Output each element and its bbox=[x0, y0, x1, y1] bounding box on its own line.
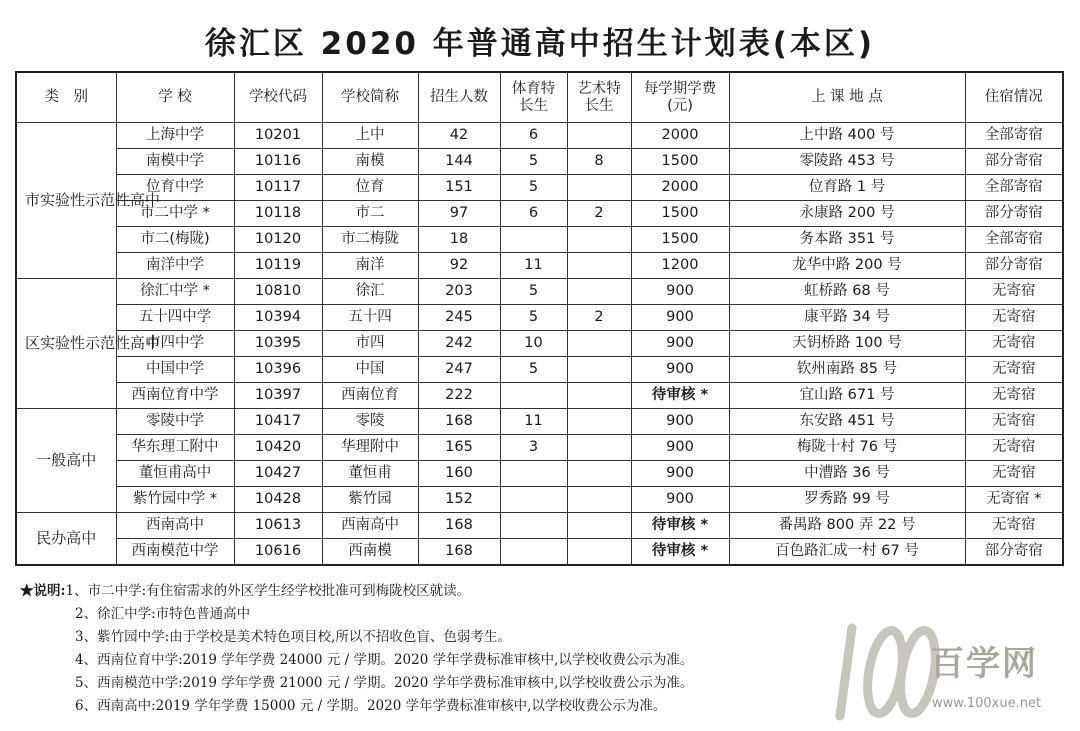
enrollment-count: 242 bbox=[418, 331, 500, 357]
school-name: 西南模范中学 bbox=[116, 539, 234, 566]
table-row bbox=[16, 383, 1063, 409]
arts-specialty bbox=[567, 357, 631, 383]
sports-specialty: 5 bbox=[500, 175, 567, 201]
class-location: 零陵路 453 号 bbox=[729, 149, 965, 175]
table-row bbox=[16, 357, 1063, 383]
school-name: 南洋中学 bbox=[116, 253, 234, 279]
class-location: 上中路 400 号 bbox=[729, 123, 965, 149]
tuition: 待审核 * bbox=[631, 513, 729, 539]
category-cell: 一般高中 bbox=[16, 409, 116, 513]
arts-specialty bbox=[567, 435, 631, 461]
enrollment-count: 18 bbox=[418, 227, 500, 253]
enrollment-count: 222 bbox=[418, 383, 500, 409]
sports-specialty: 5 bbox=[500, 305, 567, 331]
header-location: 上 课 地 点 bbox=[729, 72, 965, 123]
school-name: 中国中学 bbox=[116, 357, 234, 383]
table-row bbox=[16, 227, 1063, 253]
enrollment-count: 144 bbox=[418, 149, 500, 175]
school-code: 10810 bbox=[234, 279, 322, 305]
header-dorm: 住宿情况 bbox=[965, 72, 1063, 123]
school-code: 10397 bbox=[234, 383, 322, 409]
class-location: 梅陇十村 76 号 bbox=[729, 435, 965, 461]
table-row bbox=[16, 435, 1063, 461]
table-row bbox=[16, 253, 1063, 279]
school-short-name: 零陵 bbox=[322, 409, 418, 435]
school-name: 西南高中 bbox=[116, 513, 234, 539]
notes-section bbox=[20, 580, 693, 718]
school-name: 五十四中学 bbox=[116, 305, 234, 331]
school-name: 上海中学 bbox=[116, 123, 234, 149]
class-location: 康平路 34 号 bbox=[729, 305, 965, 331]
tuition: 2000 bbox=[631, 175, 729, 201]
note-item: 2、徐汇中学:市特色普通高中 bbox=[75, 606, 251, 622]
arts-specialty bbox=[567, 279, 631, 305]
class-location: 东安路 451 号 bbox=[729, 409, 965, 435]
school-code: 10116 bbox=[234, 149, 322, 175]
sports-specialty bbox=[500, 513, 567, 539]
table-row bbox=[16, 487, 1063, 513]
sports-specialty: 6 bbox=[500, 201, 567, 227]
arts-specialty bbox=[567, 175, 631, 201]
class-location: 龙华中路 200 号 bbox=[729, 253, 965, 279]
school-code: 10118 bbox=[234, 201, 322, 227]
dorm-status: 无寄宿 bbox=[965, 409, 1063, 435]
category-cell: 区实验性示范性高中 bbox=[16, 279, 116, 409]
tuition: 待审核 * bbox=[631, 539, 729, 566]
dorm-status: 无寄宿 bbox=[965, 279, 1063, 305]
sports-specialty bbox=[500, 227, 567, 253]
header-enrollment: 招生人数 bbox=[418, 72, 500, 123]
school-code: 10395 bbox=[234, 331, 322, 357]
school-name: 徐汇中学 * bbox=[116, 279, 234, 305]
tuition: 1200 bbox=[631, 253, 729, 279]
tuition: 900 bbox=[631, 435, 729, 461]
school-short-name: 市四 bbox=[322, 331, 418, 357]
school-code: 10613 bbox=[234, 513, 322, 539]
table-row bbox=[16, 539, 1063, 566]
arts-specialty: 2 bbox=[567, 305, 631, 331]
sports-specialty: 5 bbox=[500, 279, 567, 305]
dorm-status: 全部寄宿 bbox=[965, 123, 1063, 149]
dorm-status: 无寄宿 bbox=[965, 383, 1063, 409]
tuition: 900 bbox=[631, 461, 729, 487]
arts-specialty: 2 bbox=[567, 201, 631, 227]
arts-specialty bbox=[567, 331, 631, 357]
dorm-status: 无寄宿 bbox=[965, 461, 1063, 487]
header-sports: 体育特长生 bbox=[500, 72, 567, 123]
school-short-name: 位育 bbox=[322, 175, 418, 201]
school-name: 紫竹园中学 * bbox=[116, 487, 234, 513]
dorm-status: 无寄宿 bbox=[965, 331, 1063, 357]
school-code: 10119 bbox=[234, 253, 322, 279]
school-name: 华东理工附中 bbox=[116, 435, 234, 461]
school-code: 10117 bbox=[234, 175, 322, 201]
school-name: 西南位育中学 bbox=[116, 383, 234, 409]
class-location: 百色路汇成一村 67 号 bbox=[729, 539, 965, 566]
sports-specialty: 5 bbox=[500, 149, 567, 175]
dorm-status: 全部寄宿 bbox=[965, 227, 1063, 253]
school-name: 市二中学 * bbox=[116, 201, 234, 227]
category-cell: 市实验性示范性高中 bbox=[16, 123, 116, 279]
enrollment-count: 42 bbox=[418, 123, 500, 149]
enrollment-count: 165 bbox=[418, 435, 500, 461]
tuition: 900 bbox=[631, 305, 729, 331]
dorm-status: 部分寄宿 bbox=[965, 149, 1063, 175]
category-cell: 民办高中 bbox=[16, 513, 116, 566]
school-code: 10427 bbox=[234, 461, 322, 487]
enrollment-count: 247 bbox=[418, 357, 500, 383]
enrollment-count: 203 bbox=[418, 279, 500, 305]
enrollment-count: 245 bbox=[418, 305, 500, 331]
school-name: 南模中学 bbox=[116, 149, 234, 175]
class-location: 虹桥路 68 号 bbox=[729, 279, 965, 305]
school-short-name: 南模 bbox=[322, 149, 418, 175]
watermark-name: 百学网 bbox=[930, 644, 1038, 684]
tuition: 900 bbox=[631, 487, 729, 513]
enrollment-count: 97 bbox=[418, 201, 500, 227]
school-short-name: 五十四 bbox=[322, 305, 418, 331]
school-short-name: 南洋 bbox=[322, 253, 418, 279]
class-location: 天钥桥路 100 号 bbox=[729, 331, 965, 357]
school-short-name: 上中 bbox=[322, 123, 418, 149]
header-school: 学 校 bbox=[116, 72, 234, 123]
tuition: 待审核 * bbox=[631, 383, 729, 409]
arts-specialty bbox=[567, 253, 631, 279]
sports-specialty bbox=[500, 461, 567, 487]
school-short-name: 董恒甫 bbox=[322, 461, 418, 487]
sports-specialty: 5 bbox=[500, 357, 567, 383]
tuition: 900 bbox=[631, 357, 729, 383]
sports-specialty: 6 bbox=[500, 123, 567, 149]
class-location: 钦州南路 85 号 bbox=[729, 357, 965, 383]
header-tuition: 每学期学费(元) bbox=[631, 72, 729, 123]
dorm-status: 无寄宿 bbox=[965, 513, 1063, 539]
header-arts: 艺术特长生 bbox=[567, 72, 631, 123]
dorm-status: 无寄宿 bbox=[965, 305, 1063, 331]
school-short-name: 华理附中 bbox=[322, 435, 418, 461]
school-short-name: 市二 bbox=[322, 201, 418, 227]
school-name: 市二(梅陇) bbox=[116, 227, 234, 253]
school-short-name: 紫竹园 bbox=[322, 487, 418, 513]
school-code: 10616 bbox=[234, 539, 322, 566]
table-row bbox=[16, 149, 1063, 175]
enrollment-count: 168 bbox=[418, 513, 500, 539]
arts-specialty bbox=[567, 409, 631, 435]
table-row bbox=[16, 305, 1063, 331]
tuition: 1500 bbox=[631, 201, 729, 227]
note-item: 6、西南高中:2019 学年学费 15000 元 / 学期。2020 学年学费标准审核中,以学校收费公示为准。 bbox=[75, 698, 667, 714]
school-short-name: 徐汇 bbox=[322, 279, 418, 305]
arts-specialty bbox=[567, 383, 631, 409]
table-row bbox=[16, 279, 1063, 305]
enrollment-plan-table bbox=[15, 71, 1064, 566]
sports-specialty bbox=[500, 539, 567, 566]
class-location: 宜山路 671 号 bbox=[729, 383, 965, 409]
school-name: 市四中学 bbox=[116, 331, 234, 357]
tuition: 900 bbox=[631, 279, 729, 305]
arts-specialty bbox=[567, 461, 631, 487]
dorm-status: 无寄宿 bbox=[965, 357, 1063, 383]
table-row bbox=[16, 175, 1063, 201]
tuition: 2000 bbox=[631, 123, 729, 149]
arts-specialty bbox=[567, 123, 631, 149]
sports-specialty: 10 bbox=[500, 331, 567, 357]
class-location: 中漕路 36 号 bbox=[729, 461, 965, 487]
notes-lead: ★说明: bbox=[20, 583, 66, 599]
school-code: 10394 bbox=[234, 305, 322, 331]
note-item: 3、紫竹园中学:由于学校是美术特色项目校,所以不招收色盲、色弱考生。 bbox=[75, 629, 511, 645]
arts-specialty bbox=[567, 227, 631, 253]
class-location: 务本路 351 号 bbox=[729, 227, 965, 253]
table-row bbox=[16, 461, 1063, 487]
tuition: 900 bbox=[631, 331, 729, 357]
dorm-status: 部分寄宿 bbox=[965, 539, 1063, 566]
school-code: 10417 bbox=[234, 409, 322, 435]
school-short-name: 西南位育 bbox=[322, 383, 418, 409]
school-short-name: 西南模 bbox=[322, 539, 418, 566]
school-code: 10428 bbox=[234, 487, 322, 513]
school-short-name: 市二梅陇 bbox=[322, 227, 418, 253]
dorm-status: 全部寄宿 bbox=[965, 175, 1063, 201]
school-short-name: 中国 bbox=[322, 357, 418, 383]
class-location: 番禺路 800 弄 22 号 bbox=[729, 513, 965, 539]
header-category: 类 别 bbox=[16, 72, 116, 123]
table-row bbox=[16, 201, 1063, 227]
table-row bbox=[16, 123, 1063, 149]
watermark-url: www.100xue.net bbox=[932, 696, 1042, 711]
note-item bbox=[20, 580, 693, 603]
class-location: 罗秀路 99 号 bbox=[729, 487, 965, 513]
enrollment-count: 168 bbox=[418, 409, 500, 435]
sports-specialty: 3 bbox=[500, 435, 567, 461]
header-school-code: 学校代码 bbox=[234, 72, 322, 123]
arts-specialty: 8 bbox=[567, 149, 631, 175]
school-code: 10396 bbox=[234, 357, 322, 383]
enrollment-count: 151 bbox=[418, 175, 500, 201]
tuition: 1500 bbox=[631, 227, 729, 253]
enrollment-count: 168 bbox=[418, 539, 500, 566]
class-location: 位育路 1 号 bbox=[729, 175, 965, 201]
sports-specialty bbox=[500, 487, 567, 513]
dorm-status: 部分寄宿 bbox=[965, 201, 1063, 227]
note-item: 5、西南模范中学:2019 学年学费 21000 元 / 学期。2020 学年学费标准审核中,以学校收费公示为准。 bbox=[75, 675, 694, 691]
table-row bbox=[16, 409, 1063, 435]
page-title: 徐汇区 2020 年普通高中招生计划表(本区) bbox=[204, 26, 876, 62]
school-name: 位育中学 bbox=[116, 175, 234, 201]
sports-specialty: 11 bbox=[500, 253, 567, 279]
dorm-status: 无寄宿 * bbox=[965, 487, 1063, 513]
sports-specialty: 11 bbox=[500, 409, 567, 435]
enrollment-count: 152 bbox=[418, 487, 500, 513]
note-text: 1、市二中学:有住宿需求的外区学生经学校批准可到梅陇校区就读。 bbox=[65, 583, 471, 599]
dorm-status: 无寄宿 bbox=[965, 435, 1063, 461]
header-short-name: 学校简称 bbox=[322, 72, 418, 123]
tuition: 1500 bbox=[631, 149, 729, 175]
arts-specialty bbox=[567, 487, 631, 513]
school-name: 董恒甫高中 bbox=[116, 461, 234, 487]
tuition: 900 bbox=[631, 409, 729, 435]
school-code: 10201 bbox=[234, 123, 322, 149]
school-code: 10420 bbox=[234, 435, 322, 461]
school-short-name: 西南高中 bbox=[322, 513, 418, 539]
table-header-row bbox=[16, 72, 1063, 123]
class-location: 永康路 200 号 bbox=[729, 201, 965, 227]
sports-specialty bbox=[500, 383, 567, 409]
table-row bbox=[16, 331, 1063, 357]
arts-specialty bbox=[567, 513, 631, 539]
table-row bbox=[16, 513, 1063, 539]
enrollment-count: 160 bbox=[418, 461, 500, 487]
school-name: 零陵中学 bbox=[116, 409, 234, 435]
arts-specialty bbox=[567, 539, 631, 566]
dorm-status: 部分寄宿 bbox=[965, 253, 1063, 279]
school-code: 10120 bbox=[234, 227, 322, 253]
note-item: 4、西南位育中学:2019 学年学费 24000 元 / 学期。2020 学年学费标准审核中,以学校收费公示为准。 bbox=[75, 652, 694, 668]
enrollment-count: 92 bbox=[418, 253, 500, 279]
